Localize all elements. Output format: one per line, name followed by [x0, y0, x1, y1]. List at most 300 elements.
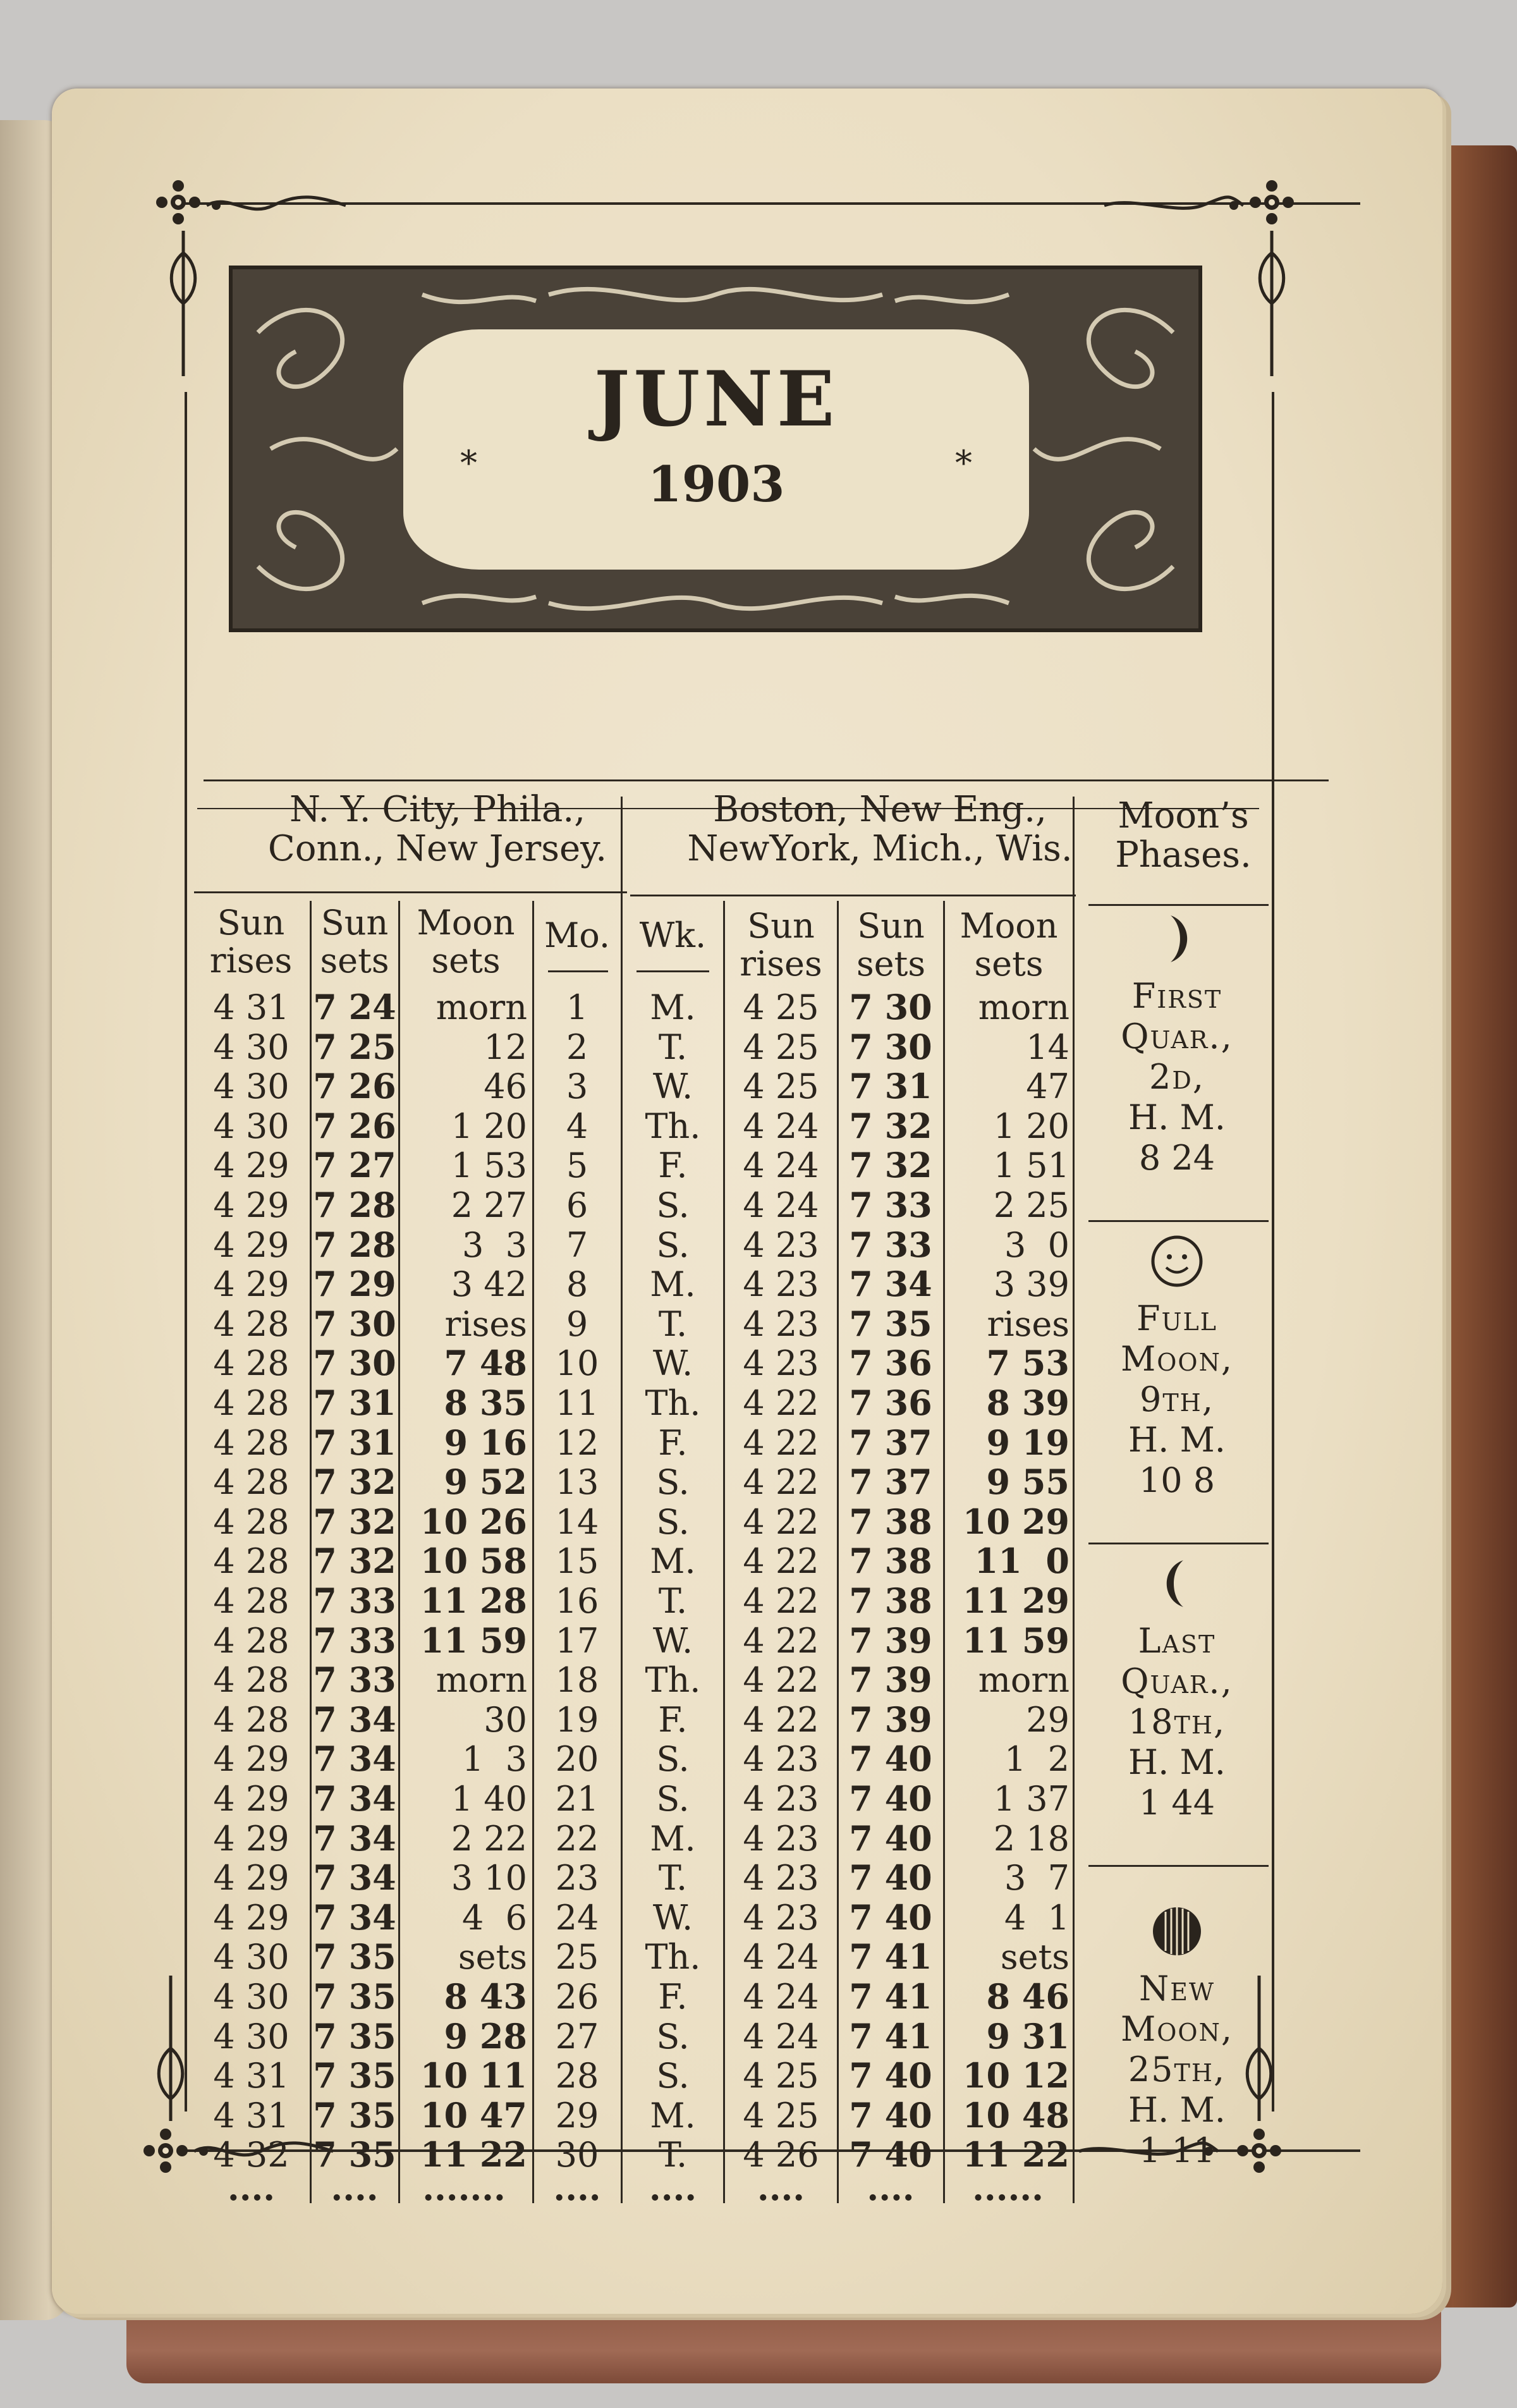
col-header-line: sets [856, 944, 926, 984]
cell-b-set: 7 40 [849, 1739, 932, 1780]
cell-wk: F. [658, 1699, 688, 1740]
cell-a-set: 7 31 [313, 1422, 396, 1463]
cell-a-moon: 9 52 [444, 1462, 527, 1503]
cell-a-set: 7 34 [313, 1739, 396, 1780]
phase-hm: 1 11 [1138, 2130, 1215, 2170]
cell-a-set: 7 24 [313, 987, 396, 1027]
cell-b-rise: 4 25 [743, 2095, 819, 2136]
cell-b-rise: 4 22 [743, 1541, 819, 1582]
cell-mo: 18 [555, 1660, 599, 1701]
flourish-icon [204, 190, 349, 221]
cell-a-rise: 4 30 [213, 1106, 289, 1146]
table-top-rule [204, 779, 1329, 781]
cell-b-moon: sets [1000, 1937, 1069, 1977]
phases-header-line2: Phases. [1115, 834, 1252, 876]
cell-b-set: 7 40 [849, 1857, 932, 1898]
cell-b-rise: 4 23 [743, 1225, 819, 1265]
col-header-line: sets [320, 941, 389, 981]
cell-a-set: 7 27 [313, 1145, 396, 1186]
corner-ornament-icon [153, 177, 204, 228]
cell-b-moon: 47 [1026, 1066, 1069, 1107]
cell-a-set: 7 35 [313, 1976, 396, 2017]
cell-a-set: 7 26 [313, 1066, 396, 1107]
col-header-line: rises [209, 941, 293, 981]
cell-wk: W. [652, 1066, 693, 1107]
cell-a-moon: 8 43 [444, 1976, 527, 2017]
cell-wk: Th. [645, 1106, 701, 1146]
cell-b-rise: 4 22 [743, 1422, 819, 1463]
corner-ornament-icon [1246, 177, 1297, 228]
full-moon-icon [1082, 1233, 1272, 1299]
cell-mo: 9 [566, 1304, 588, 1344]
cell-a-rise: 4 31 [213, 987, 289, 1027]
cell-b-moon: 10 29 [962, 1501, 1069, 1542]
cell-b-set: 7 40 [849, 1818, 932, 1859]
region-header-boston [630, 790, 1130, 869]
phase-hm-label: H. M. [1128, 1742, 1226, 1782]
phase-line3: 2d, [1149, 1057, 1205, 1097]
cell-a-set: 7 33 [313, 1580, 396, 1621]
cell-b-set: 7 40 [849, 1778, 932, 1819]
footer-dots: ....... [422, 2168, 506, 2208]
cell-b-moon: 9 55 [986, 1462, 1069, 1503]
cell-a-moon: 1 53 [451, 1146, 527, 1186]
cell-mo: 20 [555, 1739, 599, 1780]
cell-b-moon: 8 46 [986, 1976, 1069, 2017]
region-ny-line1: N. Y. City, Phila., [289, 789, 585, 830]
cell-a-rise: 4 32 [213, 2135, 289, 2175]
cell-wk: F. [658, 1977, 688, 2017]
cell-a-moon: 3 3 [461, 1225, 527, 1265]
cell-a-rise: 4 28 [213, 1304, 289, 1344]
star-ornament-icon: * [955, 443, 972, 483]
cell-b-moon: rises [987, 1304, 1069, 1344]
cell-b-set: 7 41 [849, 1936, 932, 1977]
frame-right-line [1272, 392, 1274, 2112]
cell-b-moon: 4 1 [1004, 1897, 1069, 1938]
col-header-line: Sun [857, 906, 925, 946]
col-header-sun-rises-a [194, 904, 308, 980]
cell-wk: M. [650, 1818, 696, 1859]
col-header-sun-sets-b [839, 907, 943, 983]
cell-a-set: 7 30 [313, 1343, 396, 1384]
cell-b-moon: 1 2 [1004, 1739, 1069, 1780]
phase-hm-label: H. M. [1128, 1097, 1226, 1137]
cell-b-moon: 2 18 [993, 1818, 1069, 1859]
cell-b-moon: 9 19 [986, 1422, 1069, 1463]
last-quarter-moon-icon [1082, 1555, 1272, 1621]
header-rule-phases [1088, 904, 1269, 906]
cell-b-rise: 4 25 [743, 1027, 819, 1067]
moon-phase-entry [1082, 1903, 1272, 2171]
cell-mo: 21 [555, 1779, 599, 1819]
cell-b-moon: 1 37 [993, 1779, 1069, 1819]
cell-wk: S. [656, 1225, 690, 1265]
cell-mo: 14 [555, 1501, 599, 1542]
cell-wk: F. [658, 1146, 688, 1186]
cell-b-rise: 4 23 [743, 1304, 819, 1344]
cell-mo: 22 [555, 1818, 599, 1859]
cell-wk: T. [658, 1858, 688, 1898]
cell-a-rise: 4 28 [213, 1620, 289, 1661]
cell-wk: M. [650, 1541, 696, 1582]
cell-a-rise: 4 28 [213, 1462, 289, 1503]
cell-b-moon: 3 39 [993, 1264, 1069, 1305]
cell-a-moon: 1 20 [451, 1106, 527, 1146]
cell-a-rise: 4 30 [213, 1027, 289, 1067]
column-separator [943, 901, 945, 2203]
cell-a-moon: 2 27 [451, 1185, 527, 1225]
cell-b-set: 7 40 [849, 2055, 932, 2096]
cell-a-rise: 4 28 [213, 1699, 289, 1740]
cell-a-moon: 10 47 [420, 2094, 527, 2136]
cell-b-rise: 4 24 [743, 1977, 819, 2017]
col-header-mo: Mo. [544, 915, 611, 955]
cell-b-rise: 4 23 [743, 1264, 819, 1305]
cell-b-set: 7 40 [849, 1897, 932, 1938]
cell-mo: 15 [555, 1541, 599, 1582]
phase-line2: Moon, [1120, 1339, 1233, 1379]
footer-dots: .... [867, 2168, 915, 2208]
phase-line3: 18th, [1128, 1702, 1226, 1742]
cell-a-moon: 9 16 [444, 1422, 527, 1463]
region-ny-line2: Conn., New Jersey. [267, 828, 607, 869]
cell-a-rise: 4 28 [213, 1541, 289, 1582]
cell-b-rise: 4 22 [743, 1501, 819, 1542]
cell-wk: S. [656, 1739, 690, 1780]
cell-a-moon: 8 35 [444, 1383, 527, 1423]
col-header-moon-sets-b [945, 907, 1073, 983]
cell-wk: Th. [645, 1937, 701, 1977]
star-ornament-icon: * [460, 443, 477, 483]
cell-a-moon: sets [458, 1937, 527, 1977]
cell-b-rise: 4 24 [743, 1146, 819, 1186]
cell-b-rise: 4 24 [743, 1937, 819, 1977]
cell-b-set: 7 30 [849, 1026, 932, 1067]
phase-line2: Quar., [1121, 1661, 1233, 1701]
cell-a-set: 7 29 [313, 1264, 396, 1305]
phase-divider [1088, 1865, 1269, 1867]
cell-a-rise: 4 29 [213, 1185, 289, 1225]
cell-a-moon: 11 59 [420, 1620, 527, 1661]
cell-mo: 13 [555, 1462, 599, 1503]
cell-wk: S. [656, 1185, 690, 1225]
col-header-underline [548, 970, 608, 972]
cell-a-moon: 2 22 [451, 1818, 527, 1859]
cell-b-set: 7 40 [849, 2094, 932, 2136]
cell-a-rise: 4 28 [213, 1581, 289, 1621]
cell-b-moon: 9 31 [986, 2015, 1069, 2057]
col-header-line: Sun [320, 903, 389, 943]
phase-divider [1088, 1543, 1269, 1544]
cell-b-set: 7 39 [849, 1620, 932, 1661]
cell-b-rise: 4 23 [743, 1779, 819, 1819]
vertical-flourish-icon [1253, 228, 1291, 379]
vertical-flourish-icon [152, 1972, 190, 2124]
cell-b-set: 7 36 [849, 1343, 932, 1384]
col-header-line: sets [431, 941, 501, 981]
footer-dots: .... [227, 2168, 276, 2208]
col-header-line: Sun [747, 906, 815, 946]
footer-dots: .... [757, 2168, 805, 2208]
cell-a-moon: 10 11 [420, 2055, 527, 2096]
cell-a-rise: 4 30 [213, 1066, 289, 1107]
cell-a-set: 7 32 [313, 1541, 396, 1582]
cell-b-set: 7 41 [849, 1976, 932, 2017]
cell-wk: S. [656, 1779, 690, 1819]
cell-b-set: 7 37 [849, 1422, 932, 1463]
cell-a-moon: 30 [484, 1699, 527, 1740]
cell-b-moon: 2 25 [993, 1185, 1069, 1225]
cell-a-set: 7 34 [313, 1897, 396, 1938]
cell-a-set: 7 35 [313, 2094, 396, 2136]
cell-a-rise: 4 28 [213, 1501, 289, 1542]
phase-hm: 8 24 [1138, 1138, 1215, 1178]
cell-mo: 16 [555, 1581, 599, 1621]
cell-mo: 1 [566, 987, 588, 1027]
frame-left-line [185, 392, 187, 2112]
cell-a-set: 7 26 [313, 1105, 396, 1146]
phase-hm: 10 8 [1138, 1460, 1215, 1500]
cell-a-moon: 3 42 [451, 1264, 527, 1305]
almanac-page [52, 89, 1442, 2314]
cell-a-set: 7 35 [313, 2055, 396, 2096]
cell-mo: 5 [566, 1146, 588, 1186]
cell-a-set: 7 35 [313, 1936, 396, 1977]
cell-a-moon: 11 22 [420, 2134, 527, 2175]
cell-b-set: 7 31 [849, 1066, 932, 1107]
col-header-moon-sets-a [399, 904, 532, 980]
cell-a-rise: 4 28 [213, 1422, 289, 1463]
cell-a-rise: 4 30 [213, 2016, 289, 2057]
cell-b-moon: 11 59 [962, 1620, 1069, 1661]
cell-a-rise: 4 28 [213, 1383, 289, 1423]
cell-a-moon: 3 10 [451, 1858, 527, 1898]
cell-a-moon: 11 28 [420, 1580, 527, 1621]
cell-wk: S. [656, 1462, 690, 1503]
cell-b-moon: 29 [1026, 1699, 1069, 1740]
cell-a-moon: morn [436, 987, 527, 1027]
col-header-line: rises [740, 944, 822, 984]
column-separator [1073, 797, 1075, 2203]
phase-line3: 25th, [1128, 2050, 1226, 2089]
cell-wk: W. [652, 1897, 693, 1938]
cell-wk: Th. [645, 1660, 701, 1701]
cell-mo: 3 [566, 1066, 588, 1107]
cell-b-rise: 4 23 [743, 1739, 819, 1780]
cell-a-moon: 12 [484, 1027, 527, 1067]
footer-dots: .... [331, 2168, 379, 2208]
col-header-sun-sets-a [311, 904, 398, 980]
cell-b-rise: 4 23 [743, 1858, 819, 1898]
phase-hm-label: H. M. [1128, 1420, 1226, 1460]
phase-line1: Last [1138, 1621, 1216, 1661]
phase-line2: Quar., [1121, 1017, 1233, 1056]
cell-b-set: 7 37 [849, 1462, 932, 1503]
cell-a-rise: 4 29 [213, 1818, 289, 1859]
cell-b-set: 7 32 [849, 1145, 932, 1186]
cell-a-set: 7 34 [313, 1818, 396, 1859]
cell-a-rise: 4 31 [213, 2095, 289, 2136]
cell-b-moon: 1 51 [993, 1146, 1069, 1186]
cell-b-set: 7 38 [849, 1580, 932, 1621]
cell-b-set: 7 39 [849, 1699, 932, 1740]
phase-hm-label: H. M. [1128, 2090, 1226, 2130]
cell-b-moon: 11 22 [962, 2134, 1069, 2175]
cell-b-set: 7 34 [849, 1264, 932, 1305]
flourish-icon [1101, 190, 1246, 221]
cell-mo: 17 [555, 1620, 599, 1661]
cell-wk: T. [658, 1027, 688, 1067]
moon-phase-entry [1082, 910, 1272, 1178]
cell-mo: 27 [555, 2016, 599, 2057]
cell-b-rise: 4 22 [743, 1620, 819, 1661]
cell-mo: 29 [555, 2095, 599, 2136]
cell-mo: 11 [555, 1383, 599, 1423]
cell-mo: 24 [555, 1897, 599, 1938]
vertical-flourish-icon [164, 228, 202, 379]
cell-a-rise: 4 29 [213, 1779, 289, 1819]
year-title: 1903 [647, 456, 785, 513]
phases-header-line1: Moon’s [1118, 795, 1249, 836]
title-cartouche [229, 266, 1202, 632]
cell-a-rise: 4 29 [213, 1264, 289, 1305]
cell-b-set: 7 35 [849, 1303, 932, 1344]
cell-wk: T. [658, 1581, 688, 1621]
cell-mo: 12 [555, 1422, 599, 1463]
cell-b-rise: 4 24 [743, 1185, 819, 1225]
cell-wk: M. [650, 1264, 696, 1305]
cell-a-rise: 4 30 [213, 1937, 289, 1977]
moon-phases-header [1088, 797, 1278, 875]
cell-mo: 28 [555, 2056, 599, 2096]
header-rule-left [194, 891, 627, 893]
cell-a-set: 7 33 [313, 1620, 396, 1661]
footer-dots: .... [553, 2168, 601, 2208]
cell-mo: 6 [566, 1185, 588, 1225]
cell-a-rise: 4 28 [213, 1343, 289, 1384]
cell-a-rise: 4 29 [213, 1897, 289, 1938]
cell-a-set: 7 32 [313, 1501, 396, 1542]
cell-b-moon: morn [978, 987, 1069, 1027]
cell-b-moon: 10 48 [962, 2094, 1069, 2136]
phase-hm: 1 44 [1138, 1783, 1215, 1823]
column-separator [398, 901, 400, 2203]
cell-b-moon: 1 20 [993, 1106, 1069, 1146]
cell-wk: W. [652, 1343, 693, 1384]
phase-line1: New [1138, 1969, 1215, 2008]
cell-b-set: 7 33 [849, 1224, 932, 1265]
moon-phase-entry [1082, 1233, 1272, 1501]
cell-a-moon: 7 48 [444, 1343, 527, 1384]
cell-a-set: 7 34 [313, 1699, 396, 1740]
cell-b-moon: 8 39 [986, 1383, 1069, 1423]
corner-ornament-icon [140, 2125, 191, 2176]
cell-a-rise: 4 28 [213, 1660, 289, 1701]
cell-b-set: 7 32 [849, 1105, 932, 1146]
cell-wk: M. [650, 2095, 696, 2136]
cell-mo: 7 [566, 1225, 588, 1265]
cell-b-moon: 7 53 [986, 1343, 1069, 1384]
phase-line1: First [1131, 976, 1222, 1016]
col-header-line: Moon [960, 906, 1058, 946]
cell-wk: S. [656, 1501, 690, 1542]
region-boston-line2: NewYork, Mich., Wis. [687, 828, 1073, 869]
cell-wk: M. [650, 987, 696, 1027]
cell-mo: 30 [555, 2135, 599, 2175]
cell-b-rise: 4 22 [743, 1699, 819, 1740]
cell-a-rise: 4 29 [213, 1146, 289, 1186]
cell-wk: W. [652, 1620, 693, 1661]
col-header-underline [637, 970, 709, 972]
month-title: JUNE [594, 355, 839, 444]
region-header-ny [204, 790, 671, 869]
cell-a-set: 7 30 [313, 1303, 396, 1344]
column-separator [837, 901, 839, 2203]
cell-b-rise: 4 26 [743, 2135, 819, 2175]
cell-mo: 10 [555, 1343, 599, 1384]
cell-b-set: 7 41 [849, 2015, 932, 2057]
cell-a-set: 7 31 [313, 1383, 396, 1423]
cell-b-set: 7 38 [849, 1501, 932, 1542]
new-moon-icon [1082, 1903, 1272, 1969]
cell-wk: T. [658, 2135, 688, 2175]
cell-mo: 19 [555, 1699, 599, 1740]
cell-b-set: 7 30 [849, 987, 932, 1027]
cell-a-set: 7 28 [313, 1185, 396, 1225]
column-separator [310, 901, 312, 2203]
cell-b-rise: 4 25 [743, 987, 819, 1027]
cell-b-moon: 3 7 [1004, 1858, 1069, 1898]
cell-b-set: 7 39 [849, 1659, 932, 1701]
cell-b-rise: 4 24 [743, 2016, 819, 2057]
cell-b-rise: 4 23 [743, 1818, 819, 1859]
phase-line3: 9th, [1139, 1379, 1214, 1419]
phase-line2: Moon, [1120, 2009, 1233, 2049]
cell-b-rise: 4 23 [743, 1343, 819, 1384]
cell-b-rise: 4 22 [743, 1462, 819, 1503]
cell-b-rise: 4 24 [743, 1106, 819, 1146]
cell-b-moon: 11 29 [962, 1580, 1069, 1621]
cell-a-set: 7 34 [313, 1857, 396, 1898]
cell-b-rise: 4 25 [743, 1066, 819, 1107]
cell-a-set: 7 35 [313, 2134, 396, 2175]
cell-mo: 25 [555, 1937, 599, 1977]
cell-a-moon: 1 3 [461, 1739, 527, 1780]
cell-a-set: 7 25 [313, 1026, 396, 1067]
cell-a-moon: 4 6 [461, 1897, 527, 1938]
header-rule-right [630, 895, 1076, 896]
cell-b-set: 7 33 [849, 1185, 932, 1225]
region-boston-line1: Boston, New Eng., [713, 789, 1047, 830]
cell-mo: 23 [555, 1858, 599, 1898]
cell-mo: 4 [566, 1106, 588, 1146]
col-header-line: sets [974, 944, 1044, 984]
cell-wk: T. [658, 1304, 688, 1344]
moon-phase-entry [1082, 1555, 1272, 1823]
first-quarter-moon-icon [1082, 910, 1272, 976]
cell-a-rise: 4 31 [213, 2056, 289, 2096]
cell-b-moon: 11 0 [974, 1541, 1069, 1582]
cell-b-rise: 4 22 [743, 1660, 819, 1701]
cell-b-rise: 4 25 [743, 2056, 819, 2096]
phase-line1: Full [1136, 1299, 1217, 1338]
cell-a-moon: morn [436, 1660, 527, 1701]
cell-a-moon: rises [444, 1304, 527, 1344]
cell-wk: S. [656, 2016, 690, 2057]
cell-b-set: 7 38 [849, 1541, 932, 1582]
col-header-line: Moon [417, 903, 515, 943]
